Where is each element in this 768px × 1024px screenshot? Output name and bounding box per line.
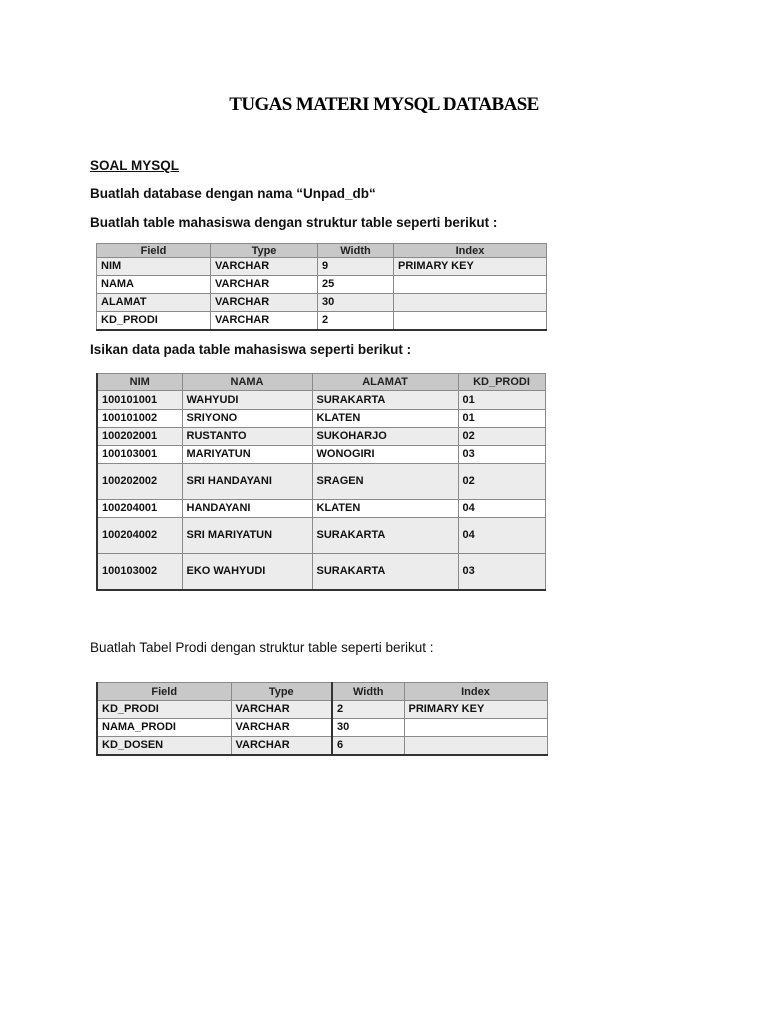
table-cell: 2 (332, 701, 404, 719)
table-cell: SUKOHARJO (312, 428, 458, 446)
table-cell: WAHYUDI (182, 391, 312, 410)
document-title: TUGAS MATERI MYSQL DATABASE (229, 94, 539, 115)
table-cell: 03 (458, 446, 545, 464)
mahasiswa-structure-table (96, 243, 547, 331)
table-row (97, 446, 545, 464)
table-cell: PRIMARY KEY (404, 701, 547, 719)
table-cell: 30 (318, 294, 394, 312)
table-row (97, 518, 545, 554)
table-cell: SRIYONO (182, 410, 312, 428)
column-header: Field (97, 244, 211, 258)
column-header: Field (97, 683, 231, 701)
column-header: Index (394, 244, 547, 258)
table-cell: 25 (318, 276, 394, 294)
table-cell: 04 (458, 518, 545, 554)
table-cell: NAMA_PRODI (97, 719, 231, 737)
table-cell: SURAKARTA (312, 391, 458, 410)
table-cell: 100204002 (97, 518, 182, 554)
table-cell (394, 276, 547, 294)
instruction-create-mahasiswa: Buatlah table mahasiswa dengan struktur table seperti berikut : (90, 215, 498, 230)
column-header: Width (332, 683, 404, 701)
column-header: NAMA (182, 374, 312, 391)
table-cell: VARCHAR (211, 294, 318, 312)
table-cell: VARCHAR (231, 737, 332, 756)
table-cell: KD_PRODI (97, 312, 211, 331)
table-cell: 6 (332, 737, 404, 756)
table-header-row (97, 374, 545, 391)
mahasiswa-data-table (96, 373, 546, 591)
table-cell: VARCHAR (231, 701, 332, 719)
table-row (97, 500, 545, 518)
table-cell (394, 312, 547, 331)
table-cell: KD_DOSEN (97, 737, 231, 756)
table-cell: ALAMAT (97, 294, 211, 312)
table-cell: PRIMARY KEY (394, 258, 547, 276)
table-cell: VARCHAR (211, 258, 318, 276)
table-cell: 30 (332, 719, 404, 737)
table-cell: SRI HANDAYANI (182, 464, 312, 500)
column-header: KD_PRODI (458, 374, 545, 391)
table-cell: MARIYATUN (182, 446, 312, 464)
table-cell: 100204001 (97, 500, 182, 518)
table-cell: 100101002 (97, 410, 182, 428)
column-header: NIM (97, 374, 182, 391)
table-row (97, 276, 547, 294)
column-header: ALAMAT (312, 374, 458, 391)
instruction-create-db: Buatlah database dengan nama “Unpad_db“ (90, 186, 376, 201)
table-cell: 100103001 (97, 446, 182, 464)
table-cell: 03 (458, 554, 545, 590)
table-row (97, 410, 545, 428)
soal-heading: SOAL MYSQL (90, 158, 180, 173)
table-cell: 100101001 (97, 391, 182, 410)
table-cell: 100202001 (97, 428, 182, 446)
column-header: Index (404, 683, 547, 701)
table-cell (394, 294, 547, 312)
table-row (97, 554, 545, 590)
table-cell: EKO WAHYUDI (182, 554, 312, 590)
table-cell: SURAKARTA (312, 518, 458, 554)
table-cell: KLATEN (312, 500, 458, 518)
table-cell: KLATEN (312, 410, 458, 428)
table-cell: 9 (318, 258, 394, 276)
table-cell (404, 737, 547, 756)
column-header: Type (231, 683, 332, 701)
table-cell: SURAKARTA (312, 554, 458, 590)
table-header-row (97, 244, 547, 258)
column-header: Width (318, 244, 394, 258)
table-cell: 01 (458, 410, 545, 428)
table-cell: 04 (458, 500, 545, 518)
table-header-row (97, 683, 547, 701)
table-row (97, 391, 545, 410)
table-cell: SRAGEN (312, 464, 458, 500)
table-cell (404, 719, 547, 737)
table-cell: 02 (458, 464, 545, 500)
instruction-create-prodi: Buatlah Tabel Prodi dengan struktur table seperti berikut : (90, 640, 434, 655)
table-row (97, 737, 547, 756)
table-row (97, 701, 547, 719)
table-cell: WONOGIRI (312, 446, 458, 464)
table-cell: RUSTANTO (182, 428, 312, 446)
table-row (97, 258, 547, 276)
table-row (97, 428, 545, 446)
table-row (97, 294, 547, 312)
instruction-insert-mahasiswa: Isikan data pada table mahasiswa seperti berikut : (90, 342, 412, 357)
table-cell: HANDAYANI (182, 500, 312, 518)
table-row (97, 719, 547, 737)
table-cell: SRI MARIYATUN (182, 518, 312, 554)
table-row (97, 464, 545, 500)
table-cell: 02 (458, 428, 545, 446)
table-cell: VARCHAR (211, 312, 318, 331)
table-cell: NIM (97, 258, 211, 276)
table-cell: 100103002 (97, 554, 182, 590)
table-cell: VARCHAR (211, 276, 318, 294)
table-cell: NAMA (97, 276, 211, 294)
table-cell: 100202002 (97, 464, 182, 500)
table-cell: 2 (318, 312, 394, 331)
prodi-structure-table (96, 682, 548, 756)
table-row (97, 312, 547, 331)
column-header: Type (211, 244, 318, 258)
table-cell: VARCHAR (231, 719, 332, 737)
table-cell: 01 (458, 391, 545, 410)
table-cell: KD_PRODI (97, 701, 231, 719)
